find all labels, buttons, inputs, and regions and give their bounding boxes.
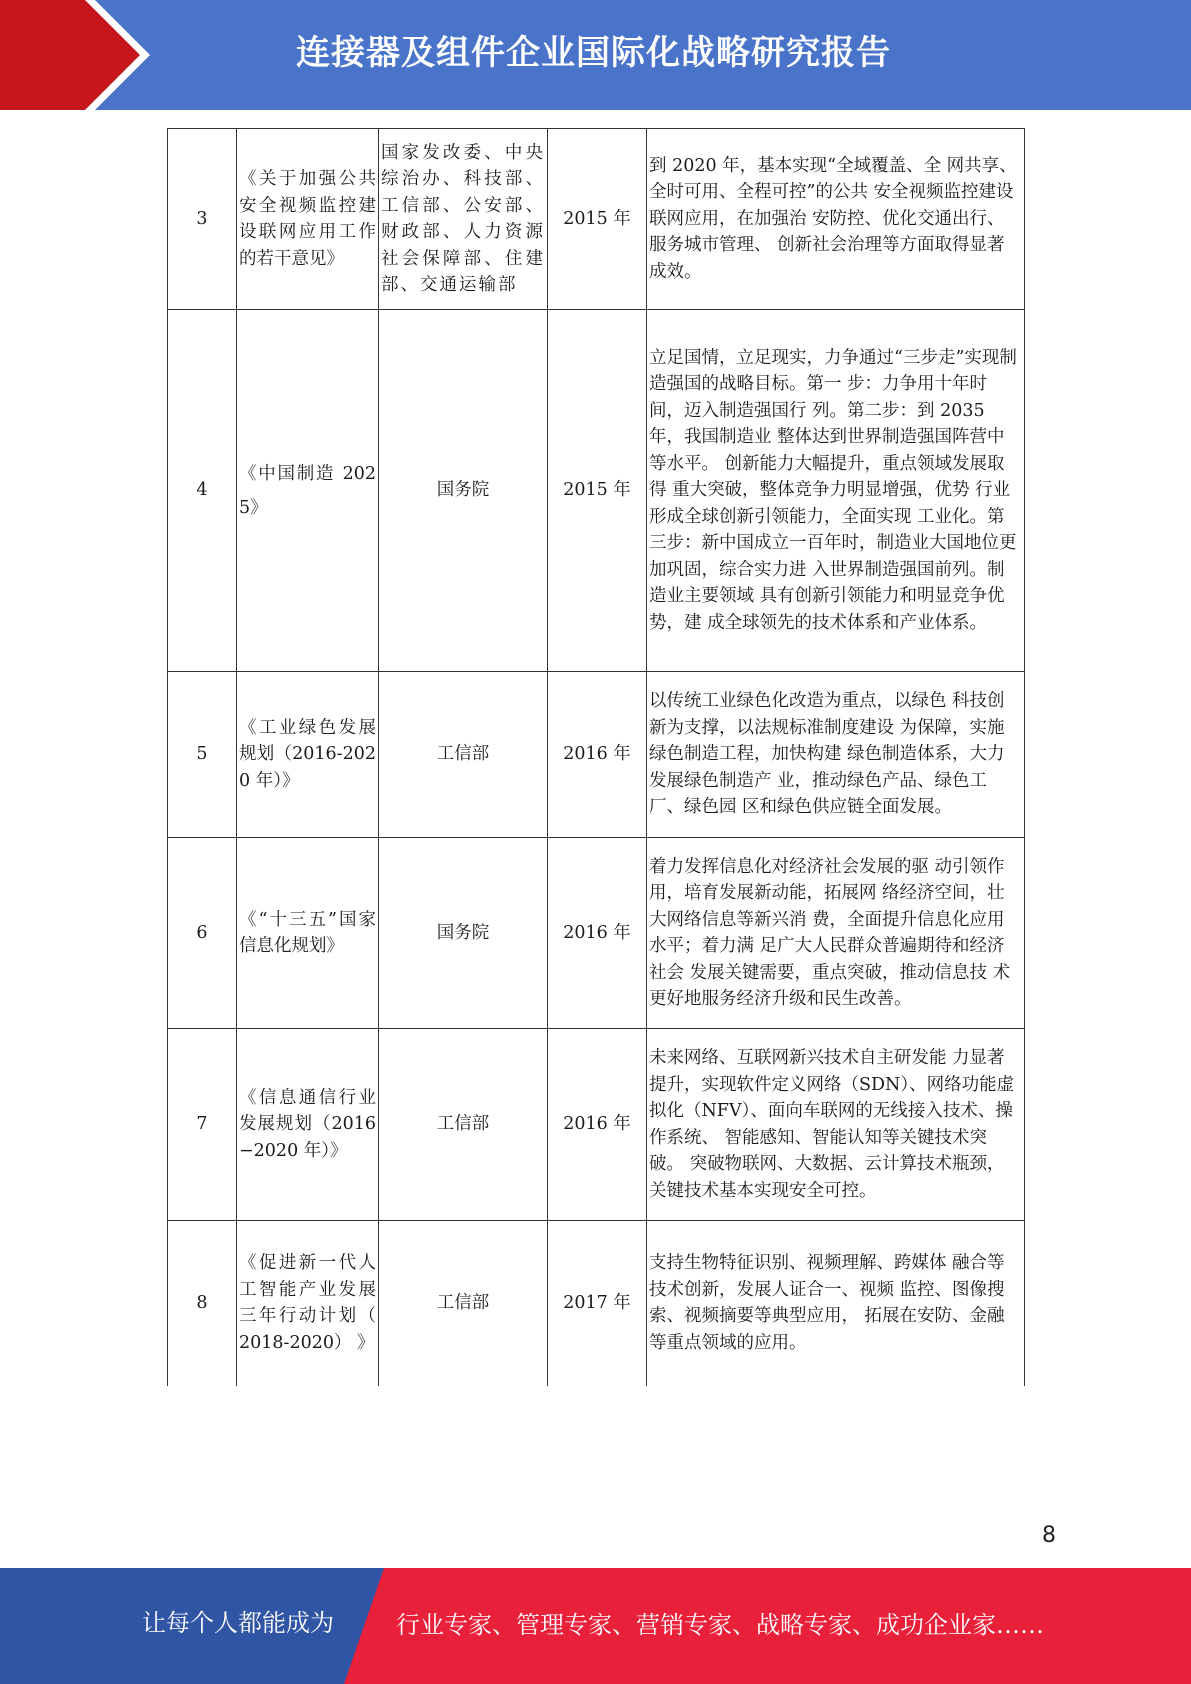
issuing-department: 工信部 — [379, 1221, 548, 1386]
issuing-department: 国家发改委、中央综治办、科技部、工信部、公安部、财政部、人力资源社会保障部、住建部、交通运输部 — [379, 129, 548, 310]
table-row — [168, 1029, 1025, 1221]
row-number: 4 — [168, 310, 237, 672]
policy-name: 《关于加强公共安全视频监控建设联网应用工作的若干意见》 — [237, 129, 379, 310]
table-row — [168, 672, 1025, 838]
header-banner — [0, 0, 1191, 110]
policy-content: 立足国情，立足现实，力争通过“三步走”实现制造强国的战略目标。第一 步：力争用十年时间，迈入制造强国行 列。第二步：到 2035 年，我国制造业 整体达到世界制造强国阵营中等水平。 创新能力大幅提升，重点领域发展取得 重大突破，整体竞争力明显增强，优势 行业形成全球创新引领能力，全面实现 工业化。第三步：新中国成立一百年时，制造业大国地位更加巩固，综合实力进 入世界制造强国前列。制造业主要领域 具有创新引领能力和明显竞争优势，建 成全球领先的技术体系和产业体系。 — [647, 310, 1025, 672]
issue-year: 2017 年 — [548, 1221, 647, 1386]
table-row — [168, 1221, 1025, 1386]
policy-name: 《信息通信行业发展规划（2016−2020 年）》 — [237, 1029, 379, 1221]
policy-content: 着力发挥信息化对经济社会发展的驱 动引领作用，培育发展新动能，拓展网 络经济空间，壮大网络信息等新兴消 费，全面提升信息化应用水平；着力满 足广大人民群众普遍期待和经济社会 发展关键需要，重点突破，推动信息技 术更好地服务经济升级和民生改善。 — [647, 838, 1025, 1029]
policy-content: 未来网络、互联网新兴技术自主研发能 力显著提升，实现软件定义网络（SDN）、网络功能虚拟化（NFV）、面向车联网的无线接入技术、操作系统、 智能感知、智能认知等关键技术突破。 突破物联网、大数据、云计算技术瓶颈， 关键技术基本实现安全可控。 — [647, 1029, 1025, 1221]
table-row — [168, 838, 1025, 1029]
table-row — [168, 129, 1025, 310]
policy-name: 《中国制造 2025》 — [237, 310, 379, 672]
report-title: 连接器及组件企业国际化战略研究报告 — [296, 33, 891, 73]
row-number: 8 — [168, 1221, 237, 1386]
issue-year: 2015 年 — [548, 129, 647, 310]
policy-content: 以传统工业绿色化改造为重点，以绿色 科技创新为支撑，以法规标准制度建设 为保障，实施绿色制造工程，加快构建 绿色制造体系，大力发展绿色制造产 业，推动绿色产品、绿色工厂、绿色园 区和绿色供应链全面发展。 — [647, 672, 1025, 838]
policy-name: 《“十三五”国家信息化规划》 — [237, 838, 379, 1029]
policy-name: 《工业绿色发展规划（2016-2020 年）》 — [237, 672, 379, 838]
issue-year: 2016 年 — [548, 1029, 647, 1221]
issue-year: 2016 年 — [548, 838, 647, 1029]
issue-year: 2015 年 — [548, 310, 647, 672]
issue-year: 2016 年 — [548, 672, 647, 838]
policy-content: 支持生物特征识别、视频理解、跨媒体 融合等技术创新，发展人证合一、视频 监控、图像搜索、视频摘要等典型应用， 拓展在安防、金融等重点领域的应用。 — [647, 1221, 1025, 1386]
table-row — [168, 310, 1025, 672]
page-number: 8 — [1042, 1523, 1056, 1548]
row-number: 7 — [168, 1029, 237, 1221]
footer-slogan-lead: 让每个人都能成为 — [142, 1609, 334, 1637]
row-number: 6 — [168, 838, 237, 1029]
issuing-department: 工信部 — [379, 1029, 548, 1221]
issuing-department: 国务院 — [379, 310, 548, 672]
policy-name: 《促进新一代人工智能产业发展三年行动计划（ 2018-2020） 》 — [237, 1221, 379, 1386]
policy-table — [167, 128, 1025, 1386]
row-number: 3 — [168, 129, 237, 310]
policy-content: 到 2020 年，基本实现“全域覆盖、全 网共享、全时可用、全程可控”的公共 安全视频监控建设联网应用，在加强治 安防控、优化交通出行、服务城市管理、 创新社会治理等方面取得显著成效。 — [647, 129, 1025, 310]
chevron-decoration — [0, 0, 140, 110]
footer-banner — [0, 1568, 1191, 1684]
footer-slogan: 行业专家、管理专家、营销专家、战略专家、成功企业家…… — [396, 1611, 1044, 1639]
row-number: 5 — [168, 672, 237, 838]
issuing-department: 国务院 — [379, 838, 548, 1029]
issuing-department: 工信部 — [379, 672, 548, 838]
